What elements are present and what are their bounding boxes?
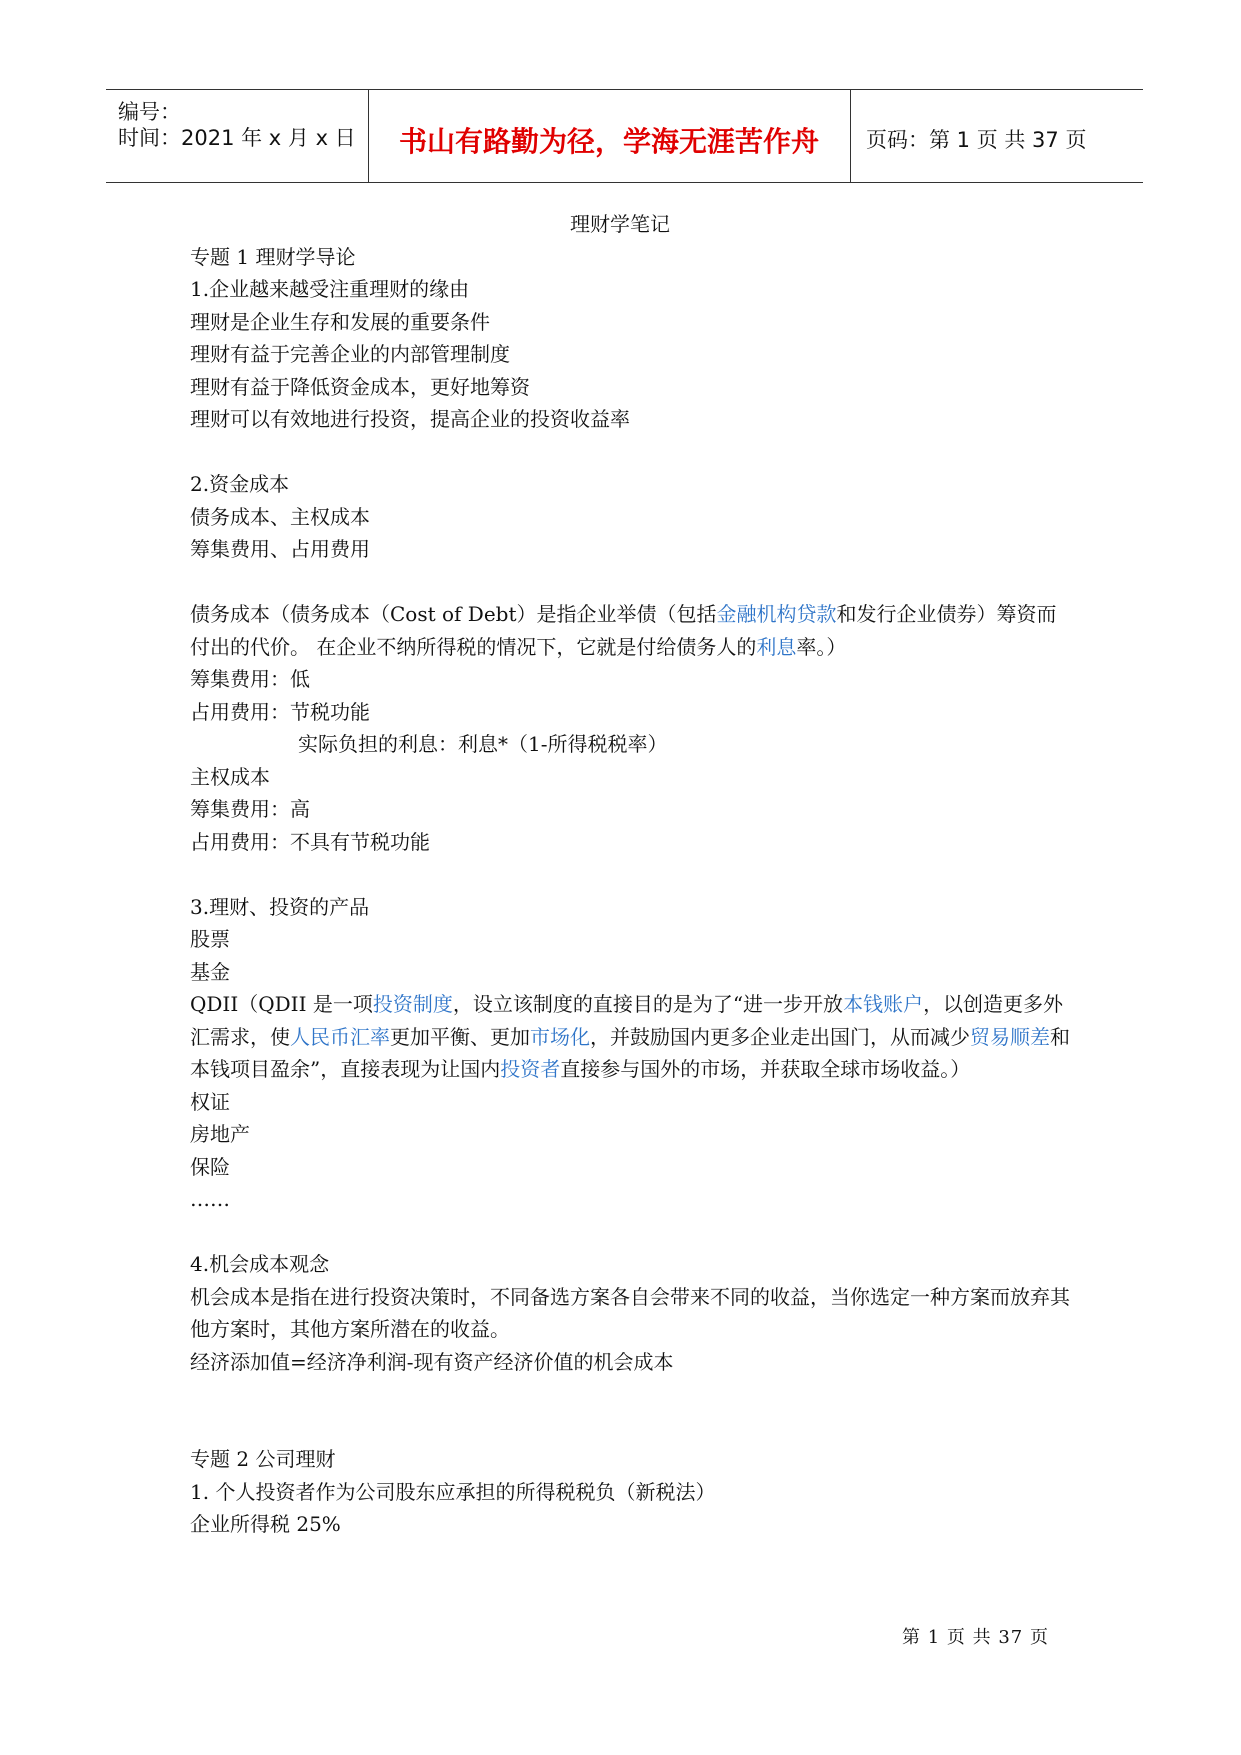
link-capital-account[interactable]: 本钱账户 (843, 992, 924, 1016)
list-item: 理财有益于完善企业的内部管理制度 (190, 342, 510, 366)
list-item: 理财可以有效地进行投资，提高企业的投资收益率 (190, 407, 630, 431)
list-item: 基金 (190, 959, 230, 984)
document-header (106, 89, 1143, 183)
link-trade-surplus[interactable]: 贸易顺差 (970, 1024, 1050, 1049)
link-interest[interactable]: 利息 (756, 634, 797, 659)
list-item: 债务成本、主权成本 (190, 504, 370, 529)
list-item: 占用费用：节税功能 (190, 699, 370, 724)
time-label: 时间：2021 年 x 月 x 日 (118, 126, 356, 150)
doc-title: 理财学笔记 (570, 212, 670, 236)
page-footer: 第 1 页 共 37 页 (902, 1627, 1049, 1648)
motto-text: 书山有路勤为径，学海无涯苦作舟 (398, 125, 819, 158)
link-financial-loans[interactable]: 金融机构贷款 (716, 602, 837, 626)
topic-2-heading: 专题 2 公司理财 (190, 1447, 336, 1471)
list-item: 理财是企业生存和发展的重要条件 (190, 309, 490, 334)
list-item: 筹集费用：高 (190, 797, 310, 821)
list-item: …… (190, 1187, 230, 1211)
page-code: 页码：第 1 页 共 37 页 (866, 128, 1087, 152)
number-label: 编号： (118, 100, 181, 124)
topic-1-heading: 专题 1 理财学导论 (190, 244, 356, 269)
list-item: 房地产 (190, 1122, 250, 1146)
link-investment-system[interactable]: 投资制度 (372, 992, 453, 1016)
section-2-heading: 2.资金成本 (190, 472, 290, 496)
section-4-heading: 4.机会成本观念 (190, 1252, 330, 1276)
section-3-heading: 3.理财、投资的产品 (190, 894, 370, 919)
link-marketization[interactable]: 市场化 (530, 1024, 590, 1049)
list-item: 权证 (190, 1089, 230, 1114)
list-item: 理财有益于降低资金成本，更好地筹资 (190, 374, 530, 399)
list-item: 筹集费用：低 (190, 667, 310, 691)
list-item: 股票 (190, 927, 230, 951)
header-divider-right (850, 90, 851, 182)
opportunity-cost-paragraph: 机会成本是指在进行投资决策时，不同备选方案各自会带来不同的收益，当你选定一种方案而放弃其他方案时，其他方案所潜在的收益。 (190, 1284, 1070, 1341)
eva-formula: 经济添加值=经济净利润-现有资产经济价值的机会成本 (190, 1349, 674, 1374)
topic-2-item-1: 1. 个人投资者作为公司股东应承担的所得税税负（新税法） (190, 1479, 716, 1504)
document-body (190, 208, 1070, 1541)
list-item: 占用费用：不具有节税功能 (190, 829, 430, 854)
list-item: 主权成本 (190, 764, 270, 789)
link-investor[interactable]: 投资者 (500, 1057, 561, 1081)
list-item: 筹集费用、占用费用 (190, 537, 370, 561)
qdii-paragraph: QDII（QDII 是一项投资制度，设立该制度的直接目的是为了“进一步开放本钱账户，以创造更多外汇需求，使人民币汇率更加平衡、更加市场化，并鼓励国内更多企业走出国门，从而减少贸易顺差和本钱项目盈余”，直接表现为让国内投资者直接参与国外的市场，并获取全球市场收益。） (190, 992, 1070, 1081)
link-rmb-exchange-rate[interactable]: 人民币汇率 (290, 1024, 390, 1049)
debt-cost-paragraph: 债务成本（债务成本（Cost of Debt）是指企业举债（包括金融机构贷款和发行企业债券）筹资而付出的代价。 在企业不纳所得税的情况下，它就是付给债务人的利息率。） (190, 602, 1057, 659)
topic-2-item-2: 企业所得税 25% (190, 1512, 341, 1536)
section-1-heading: 1.企业越来越受注重理财的缘由 (190, 277, 470, 301)
list-item: 保险 (190, 1154, 230, 1179)
interest-formula: 实际负担的利息：利息*（1-所得税税率） (298, 732, 668, 756)
